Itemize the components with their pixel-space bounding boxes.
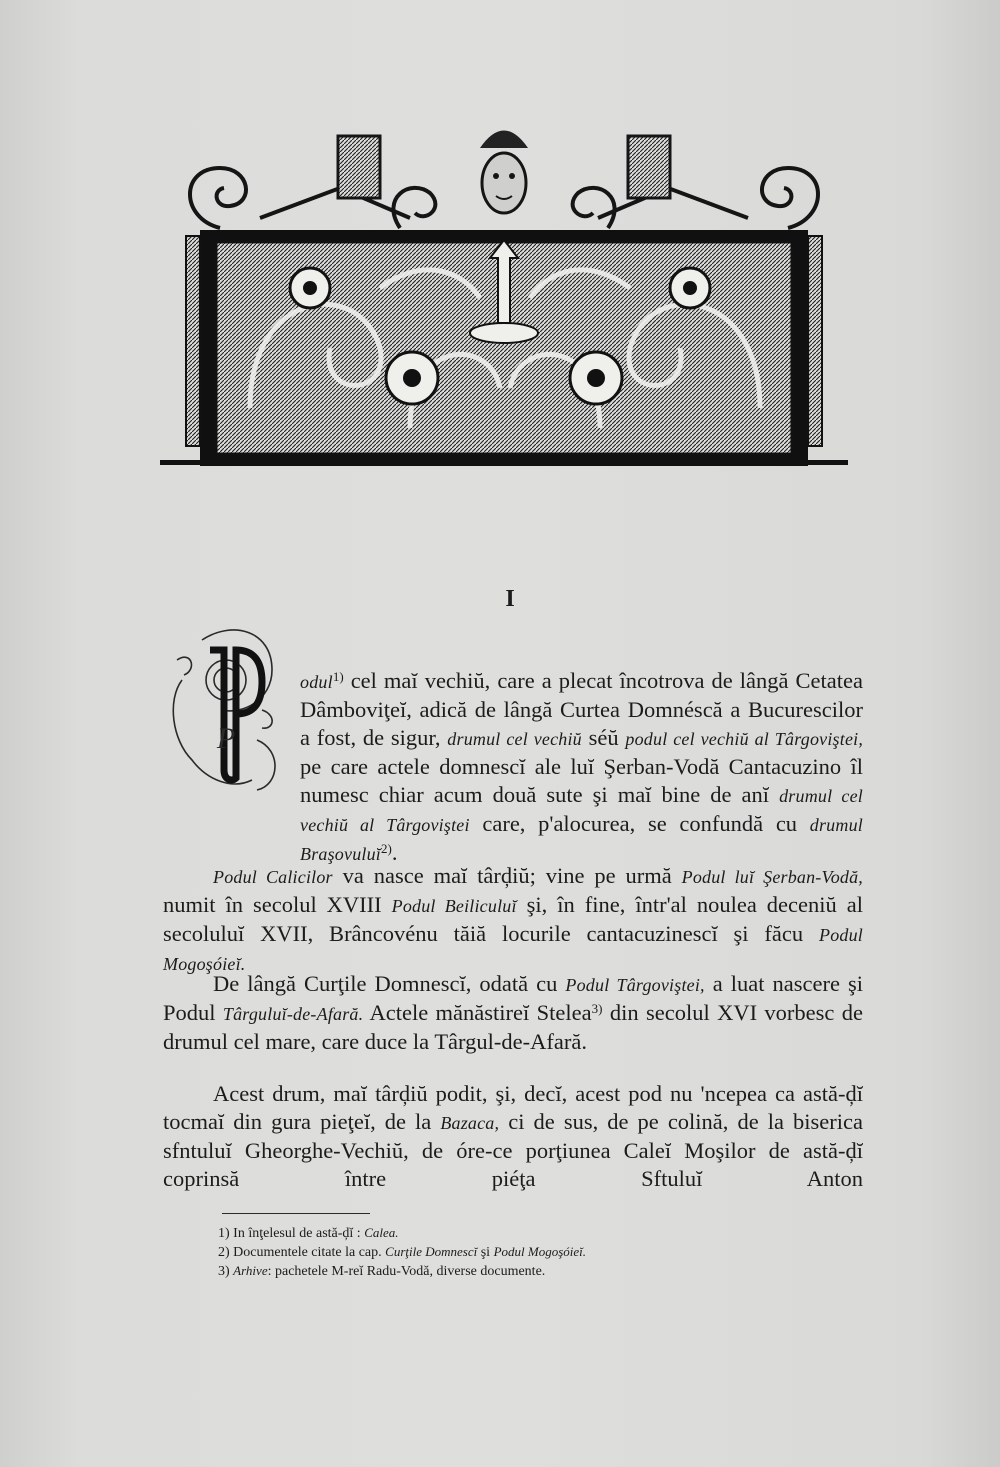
italic-term: odul xyxy=(300,672,333,692)
chapter-heading: I xyxy=(505,586,515,612)
text-run: De lângă Curţile Domnescĭ, odată cu xyxy=(213,971,558,996)
footnote-2: 2) Documentele citate la cap. Curţile Domnescĭ şi Podul Mogoşóieĭ. xyxy=(218,1244,587,1260)
paragraph-1-head: odul$^{1)}$ cel maĭ vechiŭ, care a plecat încotrova de lângă Cetatea Dâmboviţeĭ, adică de lângă Curtea Domnéscă a Bucurescilor a fost, de sigur, drumul cel vechiŭ séŭ podul cel vechiŭ al Târgoviştei, pe care actele domnescĭ ale luĭ Şerban-Vodă Cantacuzino îl numesc chiar acum două sute şi maĭ bine de anĭ drumul cel vechiŭ al Târgoviştei care, p'alocurea, se confundă cu drumul Braşovuluĭ$^{2)}$. xyxy=(300,668,864,865)
paragraph-4 xyxy=(163,1080,863,1193)
text-run: din secolul XVI vorbesc de drumul cel mare, care duce la Târgul-de-Afară. xyxy=(163,1000,864,1054)
paragraph-3 xyxy=(163,970,863,1056)
text-run: numit în secolul XVIII xyxy=(163,892,382,917)
footnote-3: 3) Arhive: pachetele M-reĭ Radu-Vodă, diverse documente. xyxy=(218,1263,546,1279)
text-run: pe care actele domnescĭ ale luĭ Şerban-Vodă Cantacuzino îl numesc chiar acum două sute şi maĭ bine de anĭ xyxy=(300,754,863,807)
paragraph-2 xyxy=(163,862,863,978)
italic-term: Podul Calicilor xyxy=(213,867,333,887)
italic-term: Podul luĭ Şerban-Vodă, xyxy=(681,867,864,887)
text-run: va nasce maĭ târḑiŭ; vine pe urmă xyxy=(342,863,672,888)
text-run: séŭ xyxy=(588,725,619,750)
italic-term: Podul Târgoviştei, xyxy=(565,975,705,995)
footnote-separator xyxy=(222,1213,370,1214)
footnote-ref-1: 1) xyxy=(332,669,344,684)
ornamental-drop-cap xyxy=(162,620,290,800)
drop-cap-letter: P xyxy=(216,722,236,755)
italic-term: Bazaca, xyxy=(440,1113,500,1133)
text-run: Acest drum, maĭ târḑiŭ podit, şi, decĭ, acest pod nu 'ncepea ca astă-ḑĭ tocmaĭ din gura pieţeĭ, de la xyxy=(163,1081,863,1134)
italic-term: Târguluĭ-de-Afară. xyxy=(222,1004,364,1024)
text-run: Actele mănăstireĭ Stelea xyxy=(369,1000,592,1025)
footnote-1: 1) In înţelesul de astă-ḑĭ : Calea. xyxy=(218,1225,399,1241)
italic-term: Podul Mogoşóieĭ. xyxy=(163,925,863,974)
italic-term: drumul cel vechiŭ xyxy=(447,729,582,749)
italic-term: Podul Beiliculuĭ xyxy=(391,896,517,916)
footnote-ref-3: 3) xyxy=(591,1001,603,1016)
text-run: care, p'alocurea, se confundă cu xyxy=(482,811,798,836)
text-run: a luat nascere şi Podul xyxy=(163,971,864,1025)
ornamental-headpiece xyxy=(160,108,848,470)
italic-term: podul cel vechiŭ al Târgoviştei, xyxy=(625,729,864,749)
text-run: cel maĭ vechiŭ, care a plecat încotrova de lângă Cetatea Dâmboviţeĭ, adică de lângă Curtea Domnéscă a Bucurescilor a fost, de sigur, xyxy=(300,668,863,750)
italic-term: drumul cel vechiŭ al Târgoviştei xyxy=(300,786,863,835)
italic-term: drumul Braşovuluĭ xyxy=(300,815,863,864)
footnote-ref-2: 2) xyxy=(381,841,392,856)
text-run: ci de sus, de pe colină, de la biserica sfntuluĭ Gheorghe-Vechiŭ, de óre-ce porţiunea Caleĭ Moşilor de astă-ḑĭ coprinsă între piéţa Sftuluĭ Anton xyxy=(163,1109,863,1191)
text-run: şi, în fine, într'al noulea deceniŭ al secoluluĭ XVII, Brâncovénu tăiă locurile cantacuzinescĭ şi făcu xyxy=(163,892,863,946)
